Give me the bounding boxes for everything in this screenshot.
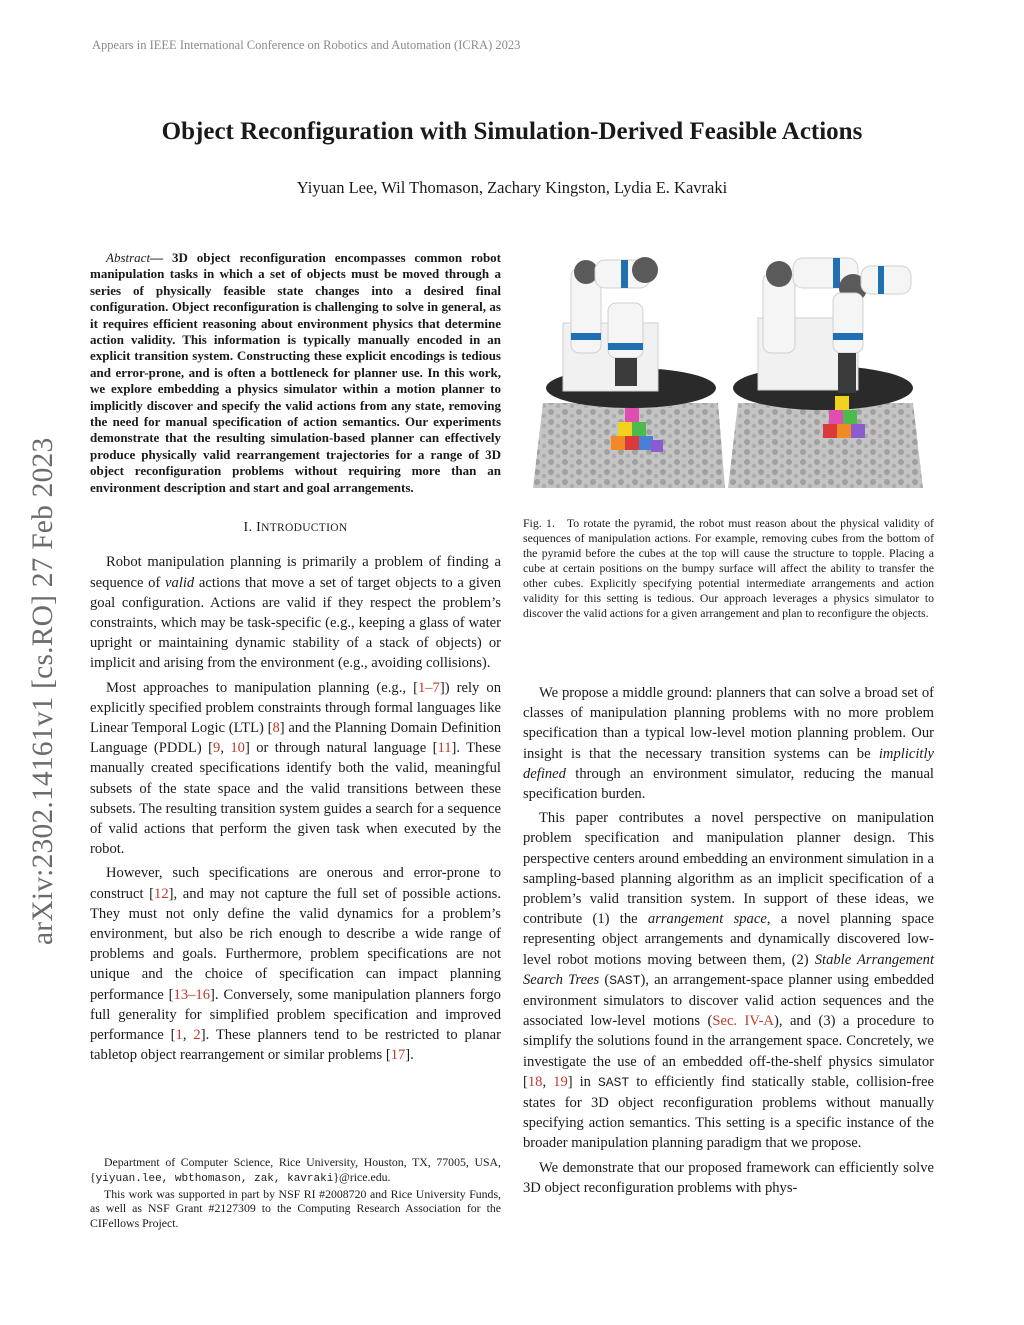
paragraph-intro-3: However, such specifications are onerous and error-prone to construct [12], and may not capture the full set of possible actions. They must not only define the valid dynamics for a problem’s environment, but also be rich enough to describe a wide range of problems and goals. Furthermore, problem specifications are not unique and the choice of specification can impact planning performance [13–16]. Conversely, some manipulation planners forgo full generality for simplified problem specification and improved performance [1, 2]. These planners tend to be restricted to planar tabletop object rearrangement or similar problems [17]. <box>90 865 502 1064</box>
citation-link[interactable]: 1 <box>175 1026 183 1043</box>
section-heading <box>90 518 501 538</box>
paragraph-intro-4: We propose a middle ground: planners that can solve a broad set of classes of manipulation planning problems with no more problem specification than a typical low-level motion planning problem. Our insight is that the necessary transition systems can be implicitly defined through an environment simulator, reducing the manual specification burden. <box>523 685 934 803</box>
abstract-text: 3D object reconfiguration encompasses common robot manipulation tasks in which a set of objects must be moved through a series of physically feasible state changes into a desired final configuration. Object reconfiguration is challenging to solve in general, as it requires efficient reasoning about environment physics that determine action validity. This information is typically manually encoded in an explicit transition system. Constructing these explicit encodings is tedious and error-prone, and is often a bottleneck for planner use. In this work, we explore embedding a physics simulator within a motion planner to implicitly discover and specify the valid actions from any state, removing the need for manual specification of action semantics. Our experiments demonstrate that the resulting simulation-based planner can effectively produce physically valid rearrangement trajectories for a range of 3D object reconfiguration problems without requiring more than an environment description and start and goal arrangements. <box>90 250 502 495</box>
footnote <box>90 1155 501 1231</box>
citation-link[interactable]: 19 <box>553 1073 568 1090</box>
paragraph-intro-1: Robot manipulation planning is primarily a problem of finding a sequence of valid actions that move a set of target objects to a given goal configuration. Actions are valid if they respect the problem’s constraints, which may be task-specific (e.g., keeping a glass of water upright or maintaining dynamic stability of a stack of objects) or implicit and arising from the environment (e.g., avoiding collisions). <box>90 554 501 672</box>
citation-link[interactable]: 1–7 <box>417 679 440 696</box>
citation-link[interactable]: 18 <box>527 1073 543 1090</box>
figure-label: Fig. 1. <box>523 516 555 530</box>
paragraph-intro-5: This paper contributes a novel perspective on manipulation problem specification and manipulation planner design. This perspective centers around embedding an environment simulation in a sampling-based planning algorithm as an implicit specification of a problem’s valid transition system. In support of these ideas, we contribute (1) the arrangement space, a novel planning space representing object arrangements and dynamically discovered low-level robot motions moving between them, (2) Stable Arrangement Search Trees (SAST), an arrangement-space planner using embedded environment simulators to discover valid action sequences and the associated low-level motions (Sec. IV-A), and (3) a procedure to simplify the solutions found in the arrangement space. Concretely, we investigate the use of an embedded off-the-shelf physics simulator [18, 19] in SAST to efficiently find statically stable, collision-free states for 3D object reconfiguration problems without manually specifying action semantics. This setting is a specific instance of the broader manipulation planning paradigm that we propose. <box>523 810 935 1152</box>
citation-link[interactable]: 2 <box>193 1026 201 1043</box>
citation-link[interactable]: 10 <box>230 740 245 757</box>
abstract: Abstract— 3D object reconfiguration encompasses common robot manipulation tasks in which a set of objects must be moved through a series of physically feasible state changes into a desired final configuration. Object reconfiguration is challenging to solve in general, as it requires efficient reasoning about environment physics that determine action validity. This information is typically manually encoded in an explicit transition system. Constructing these explicit encodings is tedious and error-prone, and is often a bottleneck for planner use. In this work, we explore embedding a physics simulator within a motion planner to implicitly discover and specify the valid actions from any state, removing the need for manual specification of action semantics. Our experiments demonstrate that the resulting simulation-based planner can effectively produce physically valid rearrangement trajectories for a range of 3D object reconfiguration problems without requiring more than an environment description and start and goal arrangements. <box>90 250 502 495</box>
citation-link[interactable]: 8 <box>272 719 280 736</box>
paragraph-intro-2: Most approaches to manipulation planning (e.g., [1–7]) rely on explicitly specified problem constraints through formal languages like Linear Temporal Logic (LTL) [8] and the Planning Domain Definition Language (PDDL) [9, 10] or through natural language [11]. These manually created specifications identify both the valid, meaningful subsets of the state space and the valid transitions between these subsets. The resulting transition system guides a search for a sequence of valid actions that perform the given task when executed by the robot. <box>90 679 501 858</box>
footnote-affiliation: Department of Computer Science, Rice University, Houston, TX, 77005, USA, {yiyuan.lee, wbthomason, zak, kavraki}@rice.edu. <box>90 1155 501 1185</box>
header-note: Appears in IEEE International Conference on Robotics and Automation (ICRA) 2023 <box>92 38 521 52</box>
author-list: Yiyuan Lee, Wil Thomason, Zachary Kingston, Lydia E. Kavraki <box>296 178 728 197</box>
right-scene <box>728 258 923 488</box>
section-title-initial: I <box>256 520 262 536</box>
paragraph-intro-6: We demonstrate that our proposed framework can efficiently solve 3D object reconfiguration problems with phys- <box>523 1159 934 1196</box>
figure-1-caption <box>523 516 934 621</box>
paper-title: Object Reconfiguration with Simulation-Derived Feasible Actions <box>161 118 863 145</box>
citation-link[interactable]: 17 <box>390 1047 406 1064</box>
section-link[interactable]: Sec. IV-A <box>712 1013 774 1030</box>
figure-caption-text: To rotate the pyramid, the robot must reason about the physical validity of sequences of manipulation actions. For example, removing cubes from the bottom of the pyramid before the cubes at the top will cause the structure to topple. Placing a cube at certain positions on the bumpy surface will affect the ability to transfer the other cubes. Explicitly specifying potential intermediate arrangements and action validity for this setting is tedious. Our approach leverages a physics simulator to discover the valid actions for a given arrangement and plan to reconfigure the objects. <box>523 516 934 620</box>
section-number: I. <box>243 520 253 536</box>
figure-1 <box>533 248 923 498</box>
citation-link[interactable]: 9 <box>213 740 221 757</box>
arxiv-stamp: arXiv:2302.14161v1 [cs.RO] 27 Feb 2023 <box>27 437 59 945</box>
left-joint <box>574 260 598 284</box>
right-column <box>523 683 934 1202</box>
left-column <box>90 250 501 1069</box>
citation-link[interactable]: 12 <box>154 885 169 902</box>
citation-link[interactable]: 11 <box>437 740 452 757</box>
citation-link[interactable]: 13–16 <box>173 986 211 1003</box>
section-title-rest: NTRODUCTION <box>261 522 348 535</box>
left-gripper <box>615 358 637 386</box>
figure-1-illustration <box>533 248 923 498</box>
left-scene <box>533 257 725 488</box>
right-gripper <box>838 353 856 393</box>
abstract-lead: Abstract <box>106 250 151 265</box>
footnote-funding: This work was supported in part by NSF RI #2008720 and Rice University Funds, as well as NSF Grant #2127309 to the Computing Research Association for the CIFellows Project. <box>90 1186 501 1231</box>
